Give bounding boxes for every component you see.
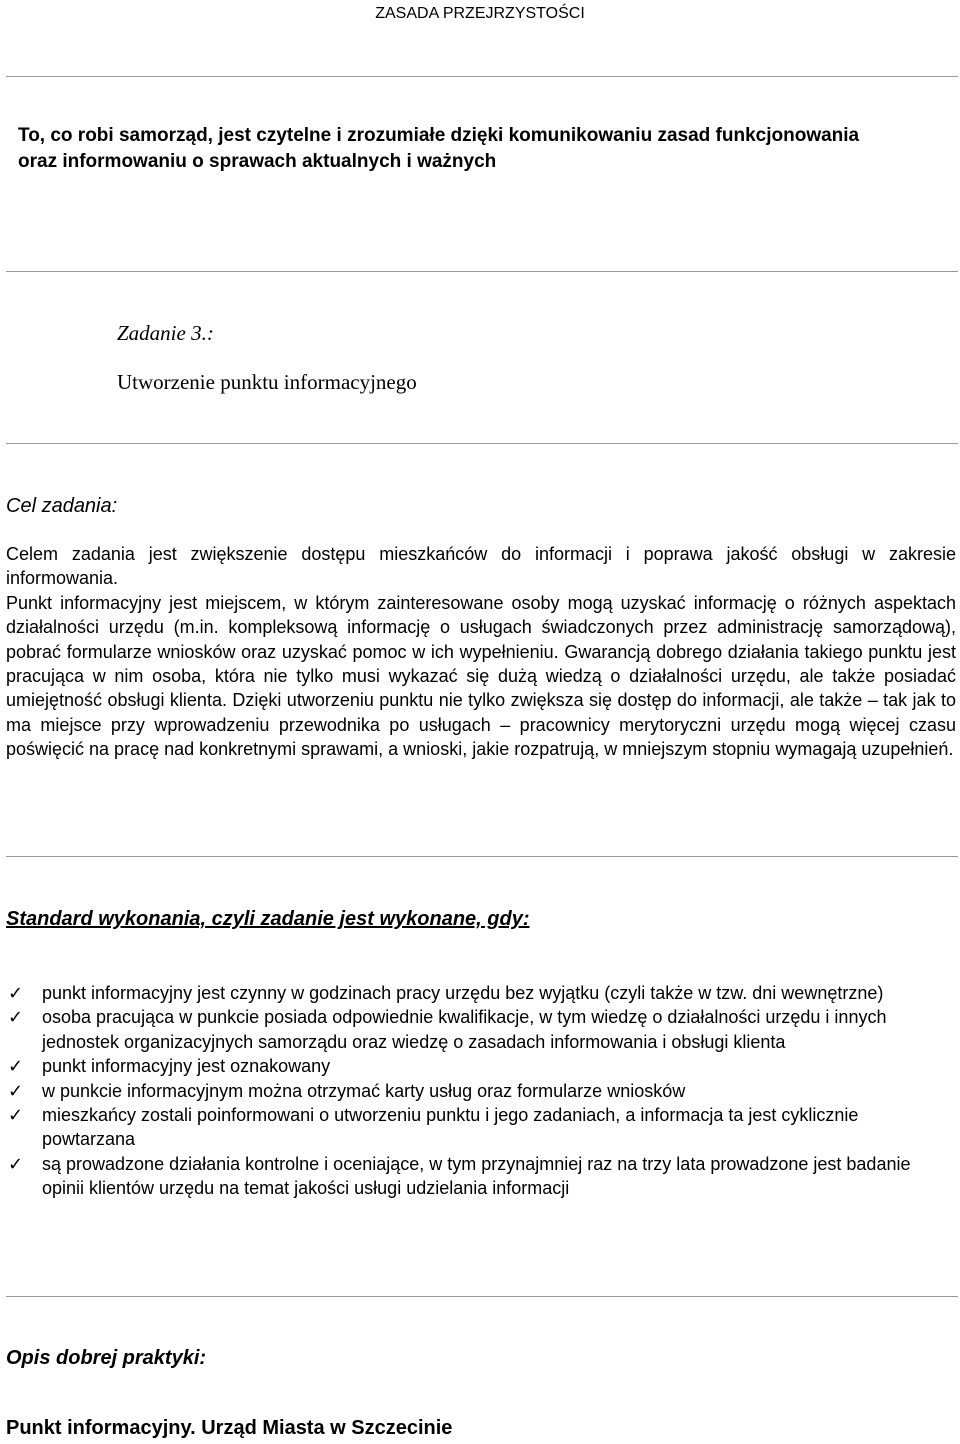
list-item [6, 1103, 946, 1152]
list-item [6, 1054, 946, 1078]
divider [6, 76, 958, 77]
list-item-text: w punkcie informacyjnym można otrzymać karty usług oraz formularze wniosków [42, 1080, 686, 1101]
list-item [6, 1079, 946, 1103]
motto-line: To, co robi samorząd, jest czytelne i zrozumiałe dzięki komunikowaniu zasad funkcjonowania [18, 125, 860, 146]
checkmark-icon: ✓ [8, 1080, 24, 1101]
standard-checklist [6, 981, 946, 1201]
task-number: Zadanie 3.: [117, 321, 214, 345]
goal-paragraph: Punkt informacyjny jest miejscem, w którym zainteresowane osoby mogą uzyskać informację o różnych aspektach działalności urzędu (m.in. kompleksową informację o usługach świadczonych przez administrację samorządową), pobrać formularze wniosków oraz uzyskać pomoc w ich wypełnieniu. Gwarancją dobrego działania takiego punktu jest pracująca w nim osoba, która nie tylko musi wykazać się dużą wiedzą o działalności urzędu, ale także posiadać umiejętność obsługi klienta. Dzięki utworzeniu punktu nie tylko zwiększa się dostęp do informacji, ale także – tak jak to ma miejsce przy wprowadzeniu przewodnika po usługach – pracownicy merytoryczni urzędu mogą więcej czasu poświęcić na pracę nad konkretnymi sprawami, a wnioski, jakie rozpatrują, w mniejszym stopniu wymagają uzupełnień. [6, 592, 956, 760]
list-item-text: mieszkańcy zostali poinformowani o utworzeniu punktu i jego zadaniach, a informacja ta jest cyklicznie powtarzana [42, 1105, 859, 1150]
goal-paragraph: Celem zadania jest zwiększenie dostępu mieszkańców do informacji i poprawa jakość obsługi w zakresie informowania. [6, 544, 956, 589]
task-name: Utworzenie punktu informacyjnego [117, 370, 417, 394]
practice-heading: Opis dobrej praktyki: [6, 1347, 207, 1369]
checkmark-icon: ✓ [8, 983, 24, 1003]
goal-description [6, 542, 956, 762]
checkmark-icon: ✓ [8, 1105, 24, 1126]
divider [6, 271, 958, 272]
practice-title: Punkt informacyjny. Urząd Miasta w Szczecinie [6, 1417, 453, 1439]
goal-heading: Cel zadania: [6, 495, 118, 517]
list-item [6, 981, 946, 1005]
list-item-text: punkt informacyjny jest oznakowany [42, 1056, 331, 1077]
list-item [6, 1152, 946, 1201]
checkmark-icon: ✓ [8, 1153, 24, 1174]
divider [6, 1296, 958, 1297]
standard-heading: Standard wykonania, czyli zadanie jest wykonane, gdy: [6, 908, 530, 930]
list-item-text: osoba pracująca w punkcie posiada odpowiednie kwalifikacje, w tym wiedzę o działalności urzędu i innych jednostek organizacyjnych samorządu oraz wiedzę o zasadach informowania i obsługi klienta [42, 1007, 887, 1052]
divider [6, 443, 958, 444]
motto-line: oraz informowaniu o sprawach aktualnych i ważnych [18, 151, 497, 172]
principle-motto [18, 123, 948, 175]
checkmark-icon: ✓ [8, 1007, 24, 1028]
checkmark-icon: ✓ [8, 1056, 24, 1077]
divider [6, 856, 958, 857]
list-item-text: są prowadzone działania kontrolne i oceniające, w tym przynajmniej raz na trzy lata prowadzone jest badanie opinii klientów urzędu na temat jakości usługi udzielania informacji [42, 1153, 911, 1199]
list-item [6, 1005, 946, 1054]
header-title: ZASADA PRZEJRZYSTOŚCI [375, 5, 585, 22]
list-item-text: punkt informacyjny jest czynny w godzinach pracy urzędu bez wyjątku (czyli także w tzw. dni wewnętrzne) [42, 983, 884, 1003]
